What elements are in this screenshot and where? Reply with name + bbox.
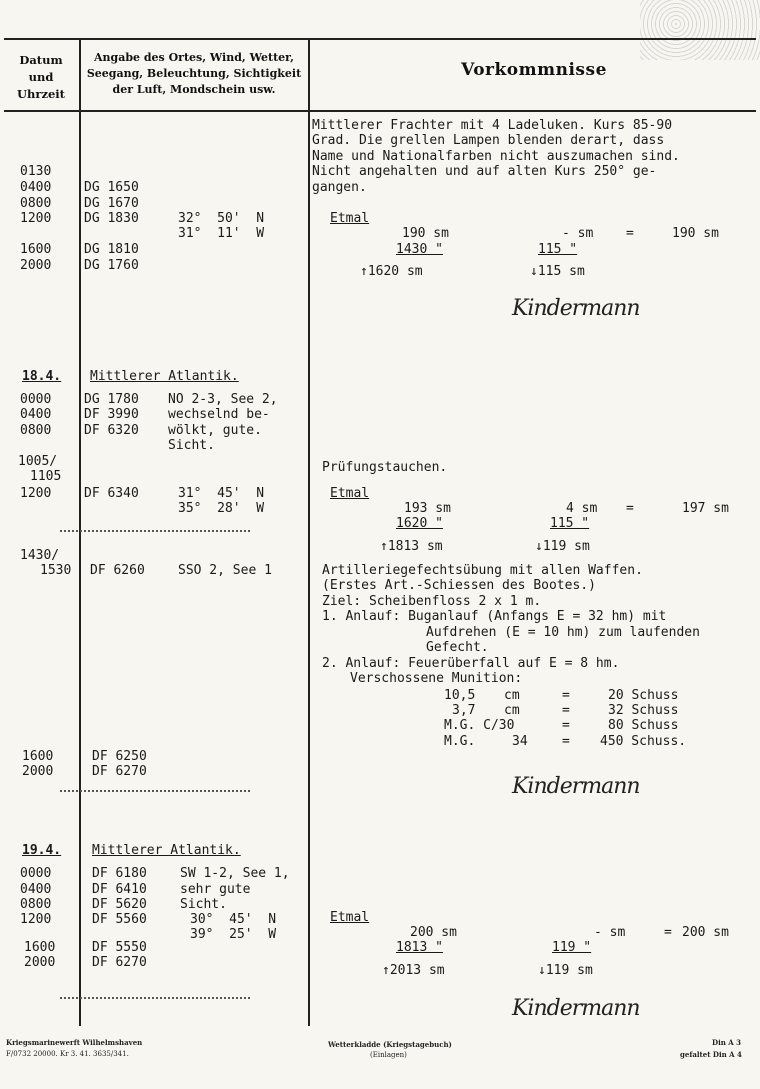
header-date: Datum und Uhrzeit bbox=[17, 53, 65, 101]
time: 1600 bbox=[22, 749, 54, 764]
date: 19.4. bbox=[22, 843, 62, 858]
dotted-rule bbox=[60, 790, 250, 792]
position: DF 6410 bbox=[92, 882, 147, 897]
etmal-label: Etmal bbox=[330, 486, 370, 501]
event-text: Ziel: Scheibenfloss 2 x 1 m. bbox=[322, 594, 542, 609]
etmal-sum: ↑2013 sm bbox=[382, 963, 445, 978]
ammo-unit: 34 bbox=[512, 734, 528, 749]
dotted-rule bbox=[60, 997, 250, 999]
position: DF 5560 bbox=[92, 912, 147, 927]
ammo-unit: cm bbox=[504, 688, 520, 703]
event-text: gangen. bbox=[312, 180, 367, 195]
event-text: Artilleriegefechtsübung mit allen Waffen. bbox=[322, 563, 643, 578]
etmal-total: 115 " bbox=[538, 242, 578, 257]
etmal-sum: ↑1620 sm bbox=[360, 264, 423, 279]
event-text: Nicht angehalten und auf alten Kurs 250° ge- bbox=[312, 164, 657, 179]
position: DF 6270 bbox=[92, 955, 147, 970]
position: DF 6260 bbox=[90, 563, 145, 578]
etmal-sum: ↓115 sm bbox=[530, 264, 585, 279]
scan-noise bbox=[640, 0, 760, 60]
event-text: Verschossene Munition: bbox=[350, 671, 523, 686]
time: 0000 bbox=[20, 392, 52, 407]
coordinate: 30° 45' N bbox=[190, 912, 277, 927]
time: 1530 bbox=[40, 563, 72, 578]
ammo-unit: cm bbox=[504, 703, 520, 718]
ammo-caliber: M.G. C/30 bbox=[444, 718, 515, 733]
etmal-equals: = bbox=[626, 501, 634, 516]
weather: wechselnd be- bbox=[168, 407, 270, 422]
etmal-total: 119 " bbox=[552, 940, 592, 955]
event-text: Gefecht. bbox=[426, 640, 489, 655]
weather: NO 2-3, See 2, bbox=[168, 392, 278, 407]
ammo-caliber: 3,7 bbox=[452, 703, 476, 718]
etmal-equals: = bbox=[664, 925, 672, 940]
coordinate: 31° 45' N bbox=[178, 486, 265, 501]
ammo-count: 80 Schuss bbox=[608, 718, 679, 733]
etmal-value: 193 sm bbox=[404, 501, 451, 516]
time: 1200 bbox=[20, 211, 52, 226]
event-text: 1. Anlauf: Buganlauf (Anfangs E = 32 hm) mit bbox=[322, 609, 667, 624]
weather: wölkt, gute. bbox=[168, 423, 262, 438]
time: 1430/ bbox=[20, 548, 60, 563]
position: DF 6250 bbox=[92, 749, 147, 764]
footer-printcode: F/0732 20000. Kr 3. 41. 3635/341. bbox=[6, 1050, 129, 1058]
position: DF 6320 bbox=[84, 423, 139, 438]
header-events: Vorkommnisse bbox=[461, 60, 607, 80]
footer-format-folded: gefaltet Din A 4 bbox=[680, 1050, 742, 1059]
event-text: Aufdrehen (E = 10 hm) zum laufenden bbox=[426, 625, 700, 640]
footer-title: Wetterkladde (Kriegstagebuch) bbox=[328, 1040, 452, 1049]
position: DF 6340 bbox=[84, 486, 139, 501]
position: DG 1760 bbox=[84, 258, 139, 273]
coordinate: 31° 11' W bbox=[178, 226, 265, 241]
etmal-total: 1620 " bbox=[396, 516, 443, 531]
position: DG 1650 bbox=[84, 180, 139, 195]
time: 1005/ bbox=[18, 454, 58, 469]
sea-area: Mittlerer Atlantik. bbox=[90, 369, 239, 384]
footer-format: Din A 3 bbox=[712, 1038, 741, 1047]
time: 1200 bbox=[20, 912, 52, 927]
time: 0800 bbox=[20, 196, 52, 211]
position: DG 1830 bbox=[84, 211, 139, 226]
time: 2000 bbox=[20, 258, 52, 273]
ammo-equals: = bbox=[562, 718, 570, 733]
etmal-label: Etmal bbox=[330, 910, 370, 925]
ammo-count: 450 Schuss. bbox=[600, 734, 687, 749]
top-rule bbox=[4, 38, 756, 40]
etmal-value: 190 sm bbox=[402, 226, 449, 241]
coordinate: 39° 25' W bbox=[190, 927, 277, 942]
signature: Kindermann bbox=[512, 996, 640, 1021]
etmal-equals: = bbox=[626, 226, 634, 241]
time: 1600 bbox=[20, 242, 52, 257]
time: 0400 bbox=[20, 180, 52, 195]
weather: sehr gute bbox=[180, 882, 251, 897]
etmal-value: 197 sm bbox=[682, 501, 729, 516]
time: 2000 bbox=[24, 955, 56, 970]
etmal-total: 1430 " bbox=[396, 242, 443, 257]
etmal-label: Etmal bbox=[330, 211, 370, 226]
coordinate: 35° 28' W bbox=[178, 501, 265, 516]
etmal-value: 4 sm bbox=[566, 501, 598, 516]
weather: Sicht. bbox=[168, 438, 215, 453]
col-divider-2 bbox=[308, 38, 310, 1026]
etmal-value: 200 sm bbox=[682, 925, 729, 940]
time: 2000 bbox=[22, 764, 54, 779]
dotted-rule bbox=[60, 530, 250, 532]
footer-printer: Kriegsmarinewerft Wilhelmshaven bbox=[6, 1038, 143, 1047]
position: DF 5620 bbox=[92, 897, 147, 912]
signature: Kindermann bbox=[512, 296, 640, 321]
ammo-count: 20 Schuss bbox=[608, 688, 679, 703]
ammo-count: 32 Schuss bbox=[608, 703, 679, 718]
footer-subtitle: (Einlagen) bbox=[370, 1051, 407, 1059]
etmal-total: 1813 " bbox=[396, 940, 443, 955]
weather: SSO 2, See 1 bbox=[178, 563, 272, 578]
time: 0000 bbox=[20, 866, 52, 881]
sea-area: Mittlerer Atlantik. bbox=[92, 843, 241, 858]
time: 1600 bbox=[24, 940, 56, 955]
ammo-equals: = bbox=[562, 734, 570, 749]
time: 1105 bbox=[30, 469, 62, 484]
etmal-sum: ↑1813 sm bbox=[380, 539, 443, 554]
time: 0130 bbox=[20, 164, 52, 179]
etmal-value: 190 sm bbox=[672, 226, 719, 241]
event-text: Prüfungstauchen. bbox=[322, 460, 448, 475]
weather: Sicht. bbox=[180, 897, 227, 912]
time: 0800 bbox=[20, 423, 52, 438]
ammo-equals: = bbox=[562, 703, 570, 718]
position: DG 1810 bbox=[84, 242, 139, 257]
ammo-caliber: 10,5 bbox=[444, 688, 476, 703]
event-text: 2. Anlauf: Feuerüberfall auf E = 8 hm. bbox=[322, 656, 620, 671]
header-location: Angabe des Ortes, Wind, Wetter, Seegang, Beleuchtung, Sichtigkeit der Luft, Mondschein usw. bbox=[86, 51, 302, 96]
position: DF 6180 bbox=[92, 866, 147, 881]
date: 18.4. bbox=[22, 369, 62, 384]
event-text: (Erstes Art.-Schiessen des Bootes.) bbox=[322, 578, 596, 593]
event-text: Name und Nationalfarben nicht auszumachen sind. bbox=[312, 149, 680, 164]
etmal-total: 115 " bbox=[550, 516, 590, 531]
position: DF 6270 bbox=[92, 764, 147, 779]
etmal-value: - sm bbox=[562, 226, 594, 241]
position: DF 3990 bbox=[84, 407, 139, 422]
time: 0400 bbox=[20, 407, 52, 422]
col-divider-1 bbox=[79, 38, 81, 1026]
ammo-caliber: M.G. bbox=[444, 734, 476, 749]
signature: Kindermann bbox=[512, 774, 640, 799]
time: 1200 bbox=[20, 486, 52, 501]
header-rule bbox=[4, 110, 756, 112]
event-text: Grad. Die grellen Lampen blenden derart, dass bbox=[312, 133, 665, 148]
position: DG 1780 bbox=[84, 392, 139, 407]
ammo-equals: = bbox=[562, 688, 570, 703]
etmal-sum: ↓119 sm bbox=[538, 963, 593, 978]
etmal-value: 200 sm bbox=[410, 925, 457, 940]
etmal-sum: ↓119 sm bbox=[535, 539, 590, 554]
event-text: Mittlerer Frachter mit 4 Ladeluken. Kurs 85-90 bbox=[312, 118, 673, 133]
position: DG 1670 bbox=[84, 196, 139, 211]
weather: SW 1-2, See 1, bbox=[180, 866, 290, 881]
time: 0400 bbox=[20, 882, 52, 897]
position: DF 5550 bbox=[92, 940, 147, 955]
etmal-value: - sm bbox=[594, 925, 626, 940]
time: 0800 bbox=[20, 897, 52, 912]
coordinate: 32° 50' N bbox=[178, 211, 265, 226]
